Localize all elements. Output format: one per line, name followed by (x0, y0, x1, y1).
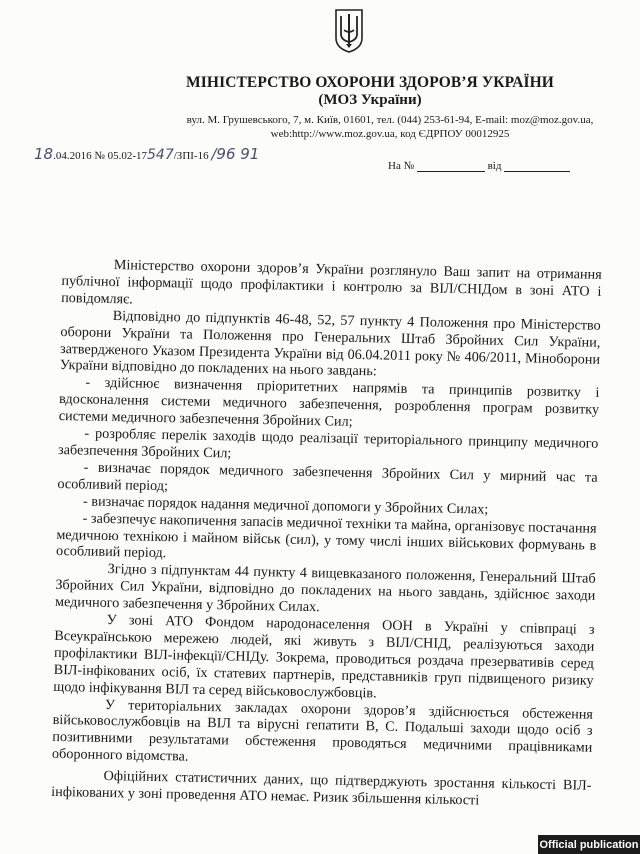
number-suffix: /ЗПІ-16 (173, 150, 209, 162)
handwritten-day: 18 (34, 145, 54, 163)
list-item: - здійснює визначення пріоритетних напрямів та принципів розвитку і вдосконалення системи медичного забезпечення, розроблення програм розвитку системи медичного забезпечення Збройних Сил; (58, 374, 600, 431)
body-paragraph: Відповідно до підпунктів 46-48, 52, 57 пункту 4 Положення про Міністерство оборони України та Положення про Генеральних Штаб Збройних Сил України, затвердженого Указом Президента України від 06.04.2011 року № 406/2011, Міноборони України відповідно до покладених на нього завдань: (59, 307, 601, 380)
incoming-number-blank (417, 161, 485, 172)
list-item: - забезпечує накопичення запасів медичної техніки та майна, організовує постачання медичною технікою і майном військ (сил), у тому числі інших військових формувань в особливий період. (55, 510, 597, 562)
ministry-web-code: web:http://www.moz.gov.ua, код ЄДРПОУ 00012925 (270, 128, 510, 140)
ministry-short-name: (МОЗ України) (318, 92, 422, 108)
list-item: - визначає порядок медичного забезпечення Збройних Сил у мирний час та особливий період; (57, 459, 598, 494)
body-paragraph: Офіційних статистичних даних, що підтверджують зростання кількості ВІЛ-інфікованих у зоні проведення АТО немає. Ризик збільшення кількості (51, 768, 592, 809)
printed-date-number: .04.2016 № 05.02-17 (53, 150, 148, 162)
handwritten-number-part: 547 (147, 147, 174, 163)
letter-body (51, 256, 602, 812)
list-item: - розробляє перелік заходів щодо реалізації територіального принципу медичного забезпечення Збройних Сил; (57, 425, 599, 462)
incoming-date-label: від (487, 160, 502, 172)
incoming-date-blank (504, 161, 570, 172)
handwritten-registration-number: /96 91 (211, 145, 260, 163)
body-paragraph: У зоні АТО Фондом народонаселення ООН в Україні у співпраці з Всеукраїнською мережею людей, які живуть з ВІЛ/СНІД, реалізуються заходи профілактики ВІЛ-інфекції/СНІДу. Зокрема, проводиться роздача презервативів серед ВІЛ-інфікованих осіб, їх статевих партнерів, представників груп підвищеного ризику щодо інфікування ВІЛ та серед військовослужбовців. (53, 612, 595, 702)
incoming-reference (388, 160, 570, 172)
body-paragraph: Згідно з підпунктам 44 пункту 4 вищевказаного положення, Генеральний Штаб Збройних Сил України, відповідно до покладених на нього завдань, здійснює заходи медичного забезпечення у Збройних Силах. (54, 561, 596, 616)
outgoing-number (34, 145, 259, 163)
ministry-name: МІНІСТЕРСТВО ОХОРОНИ ЗДОРОВ’Я УКРАЇНИ (186, 74, 554, 91)
trident-emblem-icon (334, 8, 364, 54)
ministry-address: вул. М. Грушевського, 7, м. Київ, 01601, тел. (044) 253-61-94, E-mail: moz@moz.gov.ua, (186, 114, 594, 126)
body-paragraph: Міністерство охорони здоров’я України розглянуло Ваш запит на отримання публічної інформації щодо профілактики і контролю за ВІЛ/СНІДом в зоні АТО і повідомляє. (61, 257, 602, 308)
list-item: - визначає порядок надання медичної допомоги у Збройних Силах; (82, 493, 489, 518)
incoming-number-label: На № (388, 160, 415, 172)
body-paragraph: У територіальних закладах охорони здоров’я здійснюється обстеження військовослужбовців на ВІЛ та вірусні гепатити В, С. Подальші заходи щодо осіб з позитивними результатами обстеження проводяться медичними працівниками оборонного відомства. (51, 696, 594, 765)
official-publication-badge: Official publication (538, 835, 640, 854)
